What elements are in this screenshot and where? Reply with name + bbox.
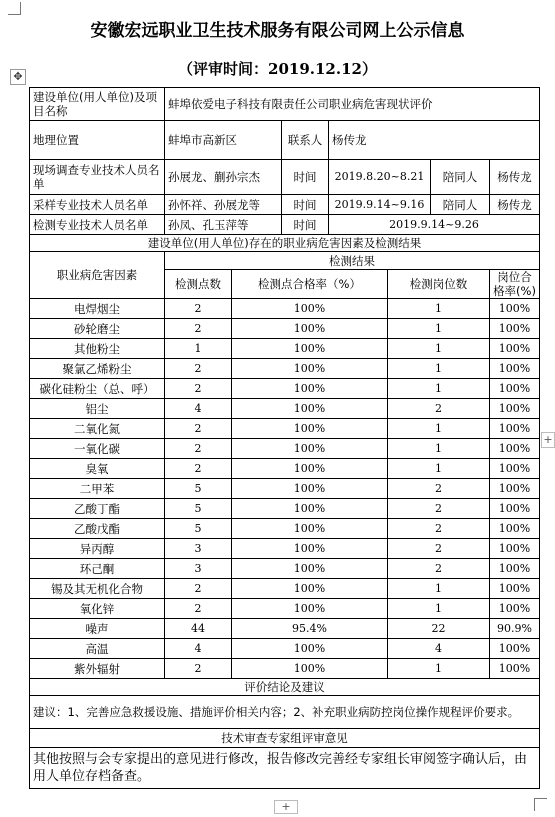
points-value: 2 [165,599,232,619]
sampling-row [30,195,540,215]
factor-name: 一氧化碳 [30,439,165,459]
survey-names: 孙展龙、蒯孙宗杰 [165,160,282,195]
posts-value: 1 [388,339,490,359]
result-row [30,399,540,419]
unit-value: 蚌埠依爱电子科技有限责任公司职业病危害现状评价 [165,88,540,121]
sampling-accomp-label: 陪同人 [431,195,490,215]
result-row [30,499,540,519]
survey-time-label: 时间 [282,160,329,195]
location-row [30,121,540,160]
post-rate-value: 100% [490,479,540,499]
point-rate-value: 100% [232,479,388,499]
testing-row [30,215,540,235]
posts-value: 1 [388,599,490,619]
points-value: 44 [165,619,232,639]
page-corner-mark-top-left [8,2,21,15]
review-date: （评审时间：2019.12.12） [178,60,377,78]
posts-value: 22 [388,619,490,639]
post-rate-value: 100% [490,439,540,459]
post-rate-value: 100% [490,499,540,519]
posts-value: 1 [388,359,490,379]
factor-name: 乙酸戊酯 [30,519,165,539]
add-row-icon[interactable]: + [274,800,298,814]
point-rate-value: 100% [232,399,388,419]
conclusion-title-row [30,679,540,696]
conclusion-text-row [30,696,540,729]
point-rate-value: 100% [232,539,388,559]
post-rate-value: 100% [490,519,540,539]
point-rate-value: 100% [232,639,388,659]
post-rate-value: 100% [490,659,540,679]
disclosure-table [29,87,540,789]
point-rate-value: 100% [232,579,388,599]
result-row [30,659,540,679]
post-rate-value: 90.9% [490,619,540,639]
results-group-header-row [30,252,540,270]
posts-value: 1 [388,379,490,399]
result-row [30,539,540,559]
point-rate-value: 100% [232,359,388,379]
post-rate-value: 100% [490,419,540,439]
post-rate-value: 100% [490,559,540,579]
posts-value: 1 [388,419,490,439]
result-row [30,439,540,459]
sampling-accomp: 杨传龙 [490,195,540,215]
posts-value: 1 [388,319,490,339]
points-value: 3 [165,559,232,579]
point-rate-value: 100% [232,439,388,459]
factor-name: 砂轮磨尘 [30,319,165,339]
posts-value: 1 [388,579,490,599]
page-corner-mark-bottom-right [534,798,547,811]
post-rate-value: 100% [490,379,540,399]
result-row [30,379,540,399]
results-section-title: 建设单位(用人单位)存在的职业病危害因素及检测结果 [30,235,540,252]
point-rate-value: 100% [232,659,388,679]
point-rate-value: 100% [232,499,388,519]
col-header-points: 检测点数 [165,270,232,299]
factor-header: 职业病危害因素 [30,252,165,299]
factor-name: 锡及其无机化合物 [30,579,165,599]
result-row [30,319,540,339]
conclusion-title: 评价结论及建议 [30,679,540,696]
col-header-posts: 检测岗位数 [388,270,490,299]
point-rate-value: 100% [232,299,388,319]
post-rate-value: 100% [490,539,540,559]
factor-name: 臭氧 [30,459,165,479]
point-rate-value: 100% [232,459,388,479]
expert-text: 其他按照与会专家提出的意见进行修改，报告修改完善经专家组长审阅签字确认后，由用人单位存档备查。 [30,748,540,789]
factor-name: 二甲苯 [30,479,165,499]
points-value: 2 [165,379,232,399]
add-column-icon[interactable]: + [541,432,555,448]
unit-label: 建设单位(用人单位)及项目名称 [30,88,165,121]
contact-value: 杨传龙 [329,121,540,160]
sampling-names: 孙怀祥、孙展龙等 [165,195,282,215]
point-rate-value: 100% [232,599,388,619]
points-value: 2 [165,319,232,339]
result-row [30,339,540,359]
factor-name: 碳化硅粉尘（总、呼） [30,379,165,399]
post-rate-value: 100% [490,319,540,339]
factor-name: 氧化锌 [30,599,165,619]
factor-name: 环己酮 [30,559,165,579]
survey-time: 2019.8.20~8.21 [329,160,431,195]
unit-row [30,88,540,121]
posts-value: 1 [388,659,490,679]
results-section-row [30,235,540,252]
points-value: 5 [165,499,232,519]
factor-name: 聚氯乙烯粉尘 [30,359,165,379]
sampling-label: 采样专业技术人员名单 [30,195,165,215]
expert-title-row [30,729,540,748]
result-row [30,559,540,579]
post-rate-value: 100% [490,579,540,599]
points-value: 5 [165,519,232,539]
factor-name: 电焊烟尘 [30,299,165,319]
result-row [30,299,540,319]
page-title: 安徽宏远职业卫生技术服务有限公司网上公示信息 [90,21,465,41]
result-row [30,359,540,379]
survey-label: 现场调查专业技术人员名单 [30,160,165,195]
testing-label: 检测专业技术人员名单 [30,215,165,235]
posts-value: 1 [388,299,490,319]
point-rate-value: 100% [232,419,388,439]
points-value: 2 [165,579,232,599]
points-value: 5 [165,479,232,499]
point-rate-value: 100% [232,319,388,339]
result-row [30,639,540,659]
posts-value: 2 [388,479,490,499]
point-rate-value: 100% [232,379,388,399]
factor-name: 二氧化氮 [30,419,165,439]
factor-name: 噪声 [30,619,165,639]
location-label: 地理位置 [30,121,165,160]
points-value: 4 [165,639,232,659]
point-rate-value: 95.4% [232,619,388,639]
result-row [30,519,540,539]
point-rate-value: 100% [232,339,388,359]
post-rate-value: 100% [490,399,540,419]
factor-name: 高温 [30,639,165,659]
testing-names: 孙凤、孔玉萍等 [165,215,282,235]
result-row [30,599,540,619]
posts-value: 2 [388,539,490,559]
col-header-point-rate: 检测点合格率（%） [232,270,388,299]
factor-name: 铝尘 [30,399,165,419]
points-value: 3 [165,539,232,559]
conclusion-text: 建议：1、完善应急救援设施、措施评价相关内容；2、补充职业病防控岗位操作规程评价要求。 [30,696,540,729]
factor-name: 乙酸丁酯 [30,499,165,519]
posts-value: 2 [388,559,490,579]
points-value: 2 [165,459,232,479]
survey-row [30,160,540,195]
points-value: 2 [165,659,232,679]
expert-title: 技术审查专家组评审意见 [30,729,540,748]
result-row [30,419,540,439]
points-value: 2 [165,439,232,459]
survey-accomp-label: 陪同人 [431,160,490,195]
location-value: 蚌埠市高新区 [165,121,282,160]
result-row [30,459,540,479]
posts-value: 4 [388,639,490,659]
col-header-post-rate: 岗位合格率(%) [490,270,540,299]
posts-value: 2 [388,499,490,519]
post-rate-value: 100% [490,339,540,359]
post-rate-value: 100% [490,459,540,479]
testing-time: 2019.9.14~9.26 [329,215,540,235]
posts-value: 2 [388,519,490,539]
posts-value: 2 [388,399,490,419]
expert-text-row [30,748,540,789]
factor-name: 其他粉尘 [30,339,165,359]
sampling-time: 2019.9.14~9.16 [329,195,431,215]
points-value: 2 [165,419,232,439]
factor-name: 异丙醇 [30,539,165,559]
result-row [30,579,540,599]
table-move-handle-icon[interactable]: ✥ [10,69,26,85]
post-rate-value: 100% [490,299,540,319]
points-value: 1 [165,339,232,359]
points-value: 2 [165,359,232,379]
result-row [30,619,540,639]
posts-value: 1 [388,459,490,479]
result-row [30,479,540,499]
post-rate-value: 100% [490,599,540,619]
testing-time-label: 时间 [282,215,329,235]
post-rate-value: 100% [490,639,540,659]
contact-label: 联系人 [282,121,329,160]
points-value: 4 [165,399,232,419]
results-group-header: 检测结果 [165,252,540,270]
posts-value: 1 [388,439,490,459]
factor-name: 紫外辐射 [30,659,165,679]
post-rate-value: 100% [490,359,540,379]
sampling-time-label: 时间 [282,195,329,215]
points-value: 2 [165,299,232,319]
point-rate-value: 100% [232,519,388,539]
survey-accomp: 杨传龙 [490,160,540,195]
point-rate-value: 100% [232,559,388,579]
